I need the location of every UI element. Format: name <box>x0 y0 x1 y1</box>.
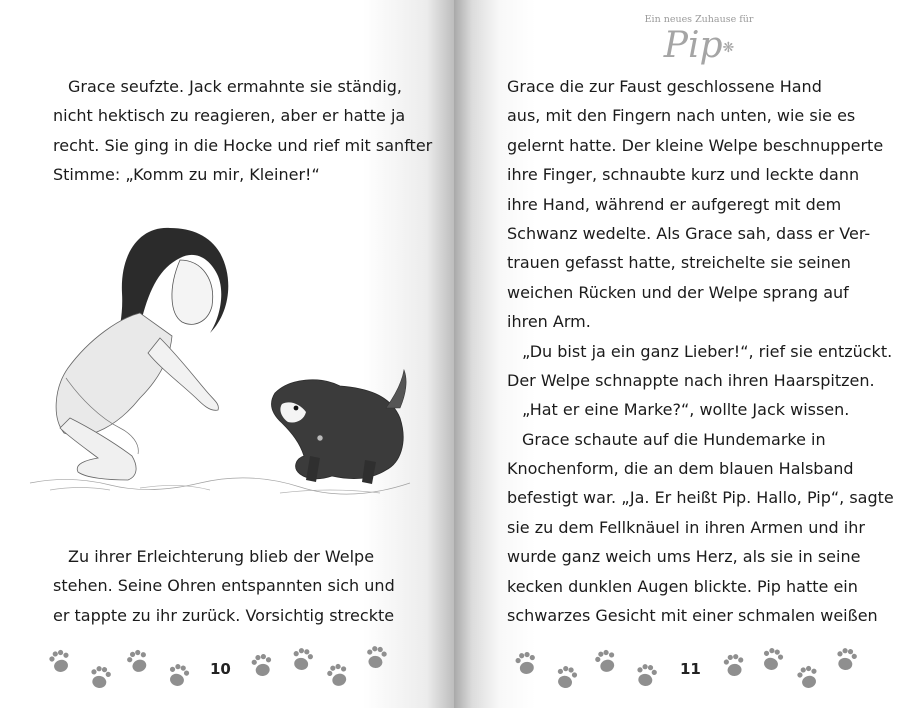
paw-print-icon <box>166 662 191 688</box>
text-line: recht. Sie ging in die Hocke und rief mit sanfter <box>53 135 433 155</box>
text-line: aus, mit den Fingern nach unten, wie sie es <box>507 106 856 126</box>
left-page-text-top <box>53 72 432 190</box>
right-page <box>454 0 908 708</box>
text-line: Grace die zur Faust geschlossene Hand <box>507 77 822 96</box>
paw-print-icon <box>796 664 821 690</box>
paw-print-icon <box>251 653 274 678</box>
paw-print-icon <box>723 653 746 677</box>
paw-print-icon <box>760 646 785 672</box>
paw-logo-icon: ❋ <box>722 40 735 56</box>
series-logo <box>624 14 774 68</box>
text-line: ihren Arm. <box>507 312 591 332</box>
page-number: 10 <box>210 660 231 678</box>
girl-and-puppy-illustration <box>20 218 420 508</box>
text-line: Grace seufzte. Jack ermahnte sie ständig, <box>68 77 402 96</box>
paw-print-icon <box>325 662 350 689</box>
puppy-body <box>271 380 403 479</box>
paw-print-icon <box>554 664 578 690</box>
text-line: gelernt hatte. Der kleine Welpe beschnupperte <box>507 135 884 155</box>
text-line: „Hat er eine Marke?“, wollte Jack wissen. <box>522 400 850 420</box>
girl-shirt <box>56 313 172 436</box>
paw-print-icon <box>514 651 538 676</box>
text-line: Zu ihrer Erleichterung blieb der Welpe <box>68 547 375 566</box>
paw-print-icon <box>365 645 388 669</box>
text-line: „Du bist ja ein ganz Lieber!“, rief sie entzückt. <box>522 341 893 361</box>
paw-print-icon <box>48 648 73 674</box>
series-subtitle: Ein neues Zuhause für <box>644 14 754 25</box>
paw-print-icon <box>291 647 315 672</box>
text-line: befestigt war. „Ja. Er heißt Pip. Hallo, Pip“, sagte <box>507 488 894 508</box>
paw-print-icon <box>89 665 112 690</box>
text-line: er tappte zu ihr zurück. Vorsichtig streckte <box>53 605 395 625</box>
text-line: ihre Hand, während er aufgeregt mit dem <box>507 194 842 214</box>
text-line: Stimme: „Komm zu mir, Kleiner!“ <box>53 165 320 185</box>
text-line: Grace schaute auf die Hundemarke in <box>522 429 826 449</box>
text-line: kecken dunklen Augen blickte. Pip hatte ein <box>507 576 858 596</box>
girl-face <box>172 260 213 324</box>
page-number: 11 <box>680 660 701 678</box>
series-name: Pip❋ <box>663 25 735 66</box>
text-line: stehen. Seine Ohren entspannten sich und <box>53 576 395 596</box>
text-line: nicht hektisch zu reagieren, aber er hatte ja <box>53 106 406 126</box>
text-line: trauen gefasst hatte, streichelte sie seinen <box>507 253 851 273</box>
dog-tag-icon <box>317 435 323 441</box>
right-page-text <box>507 72 894 630</box>
paw-print-icon <box>125 648 151 675</box>
paw-print-icon <box>835 647 858 672</box>
text-line: Knochenform, die an dem blauen Halsband <box>507 459 854 479</box>
text-line: wurde ganz weich ums Herz, als sie in seine <box>507 547 861 567</box>
paw-print-icon <box>635 663 658 688</box>
text-line: ihre Finger, schnaubte kurz und leckte dann <box>507 165 860 185</box>
puppy-eye <box>294 406 299 411</box>
left-page-text-bottom <box>53 542 395 630</box>
text-line: Der Welpe schnappte nach ihren Haarspitzen. <box>507 370 875 390</box>
text-line: Schwanz wedelte. Als Grace sah, dass er Ver- <box>507 223 871 243</box>
text-line: sie zu dem Fellknäuel in ihren Armen und ihr <box>507 517 865 537</box>
text-line: schwarzes Gesicht mit einer schmalen weißen <box>507 606 878 626</box>
text-line: weichen Rücken und der Welpe sprang auf <box>507 282 849 302</box>
paw-print-icon <box>593 648 618 675</box>
